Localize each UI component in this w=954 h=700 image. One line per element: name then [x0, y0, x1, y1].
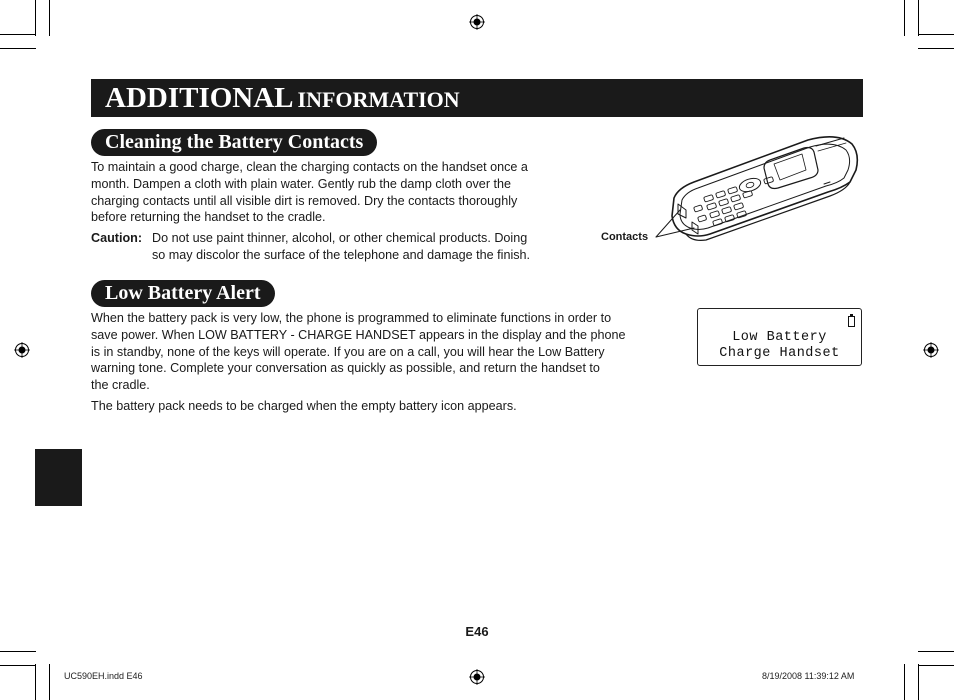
section-tab	[35, 449, 82, 506]
page-title	[91, 79, 863, 117]
crop-mark	[0, 34, 36, 35]
registration-mark-icon	[469, 14, 485, 30]
caution-label: Caution:	[91, 231, 143, 245]
title-sub: INFORMATION	[297, 87, 460, 112]
slug-timestamp: 8/19/2008 11:39:12 AM	[762, 671, 855, 681]
crop-mark	[49, 0, 50, 36]
battery-note: The battery pack needs to be charged when the empty battery icon appears.	[91, 399, 517, 413]
display-line-1: Low Battery	[732, 330, 827, 345]
text-line: warning tone. Complete your conversation as quickly as possible, and return the handset to	[91, 361, 600, 376]
low-battery-paragraph	[91, 310, 691, 394]
cleaning-paragraph	[91, 159, 586, 226]
text-line: save power. When LOW BATTERY - CHARGE HANDSET appears in the display and the phone	[91, 327, 626, 342]
crop-mark	[35, 664, 36, 700]
text-line: To maintain a good charge, clean the charging contacts on the handset once a	[91, 160, 528, 174]
crop-mark	[918, 48, 954, 49]
crop-mark	[904, 0, 905, 36]
crop-mark	[49, 664, 50, 700]
crop-mark	[918, 664, 919, 700]
lcd-display	[697, 308, 862, 366]
text-line: Do not use paint thinner, alcohol, or other chemical products. Doing	[152, 231, 528, 245]
page-number: E46	[465, 624, 489, 639]
caution-text	[152, 230, 582, 264]
crop-mark	[0, 665, 36, 666]
crop-mark	[918, 651, 954, 652]
crop-mark	[918, 0, 919, 36]
text-line: month. Dampen a cloth with plain water. Gently rub the damp cloth over the	[91, 176, 512, 191]
crop-mark	[0, 651, 36, 652]
crop-mark	[918, 665, 954, 666]
text-line: is in standby, none of the keys will operate. If you are on a call, you will hear the Low Battery	[91, 344, 605, 359]
registration-mark-icon	[14, 342, 30, 358]
text-line: When the battery pack is very low, the phone is programmed to eliminate functions in order to	[91, 311, 612, 325]
display-line-2: Charge Handset	[719, 346, 840, 361]
text-line: before returning the handset to the cradle.	[91, 210, 326, 225]
registration-mark-icon	[469, 669, 485, 685]
text-line: the cradle.	[91, 378, 150, 393]
title-main: ADDITIONAL	[105, 82, 294, 114]
crop-mark	[904, 664, 905, 700]
slug-file: UC590EH.indd E46	[64, 671, 143, 681]
text-line: charging contacts until all visible dirt is removed. Dry the contacts thoroughly	[91, 193, 518, 208]
section-heading-cleaning: Cleaning the Battery Contacts	[91, 129, 377, 156]
crop-mark	[35, 0, 36, 36]
empty-battery-icon	[848, 316, 855, 327]
crop-mark	[0, 48, 36, 49]
caution-note	[91, 230, 586, 266]
crop-mark	[918, 34, 954, 35]
section-heading-low-battery: Low Battery Alert	[91, 280, 275, 307]
registration-mark-icon	[923, 342, 939, 358]
contacts-label: Contacts	[601, 231, 649, 243]
text-line: so may discolor the surface of the telephone and damage the finish.	[152, 247, 531, 262]
handset-illustration	[598, 130, 866, 248]
